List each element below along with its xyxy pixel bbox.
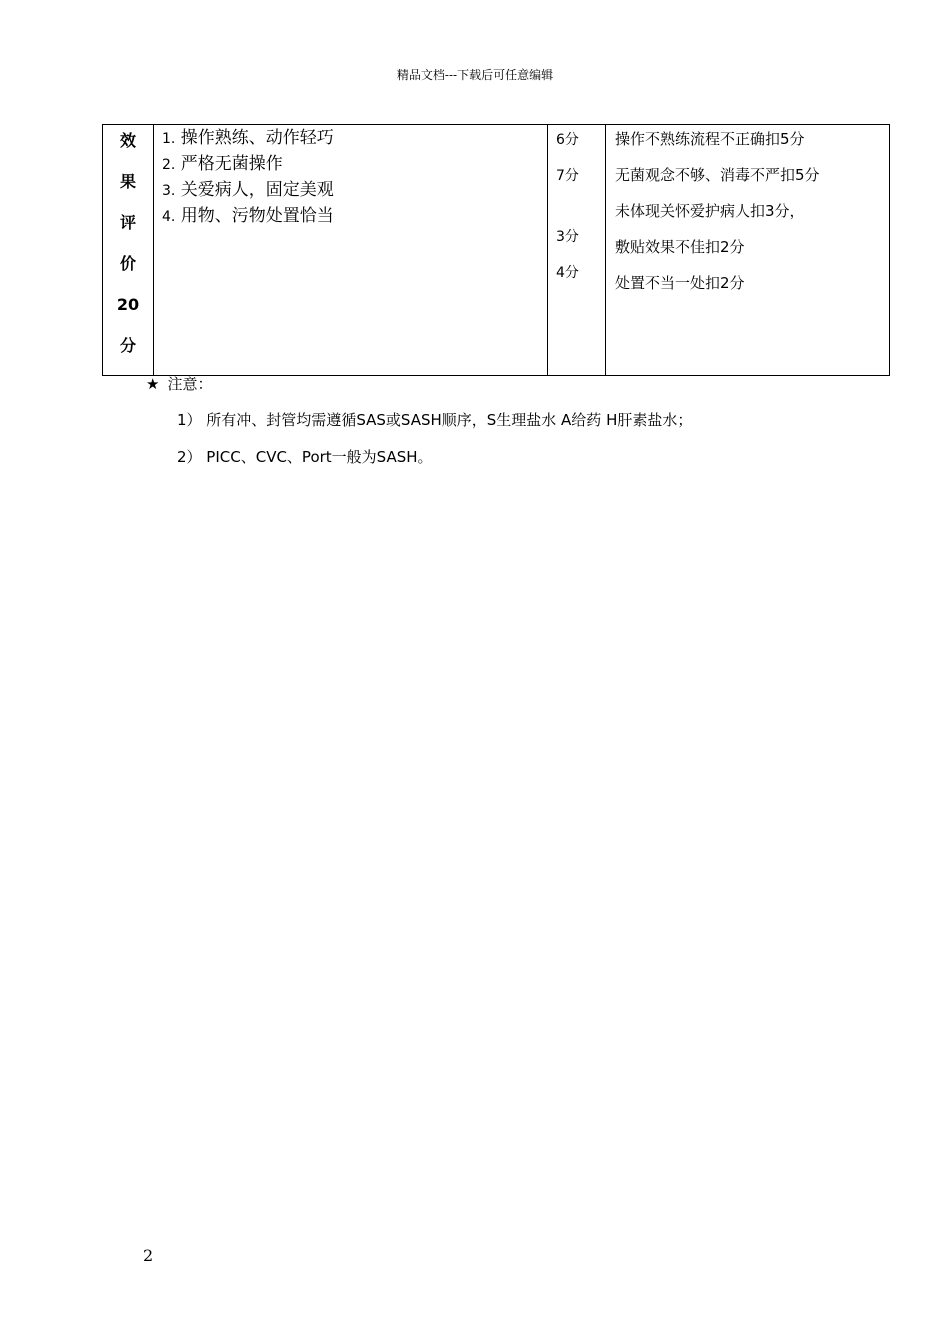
- deduction-text: 未体现关怀爱护病人扣3分，: [615, 202, 805, 220]
- category-char: 分: [119, 336, 136, 355]
- star-icon: ★: [146, 375, 160, 393]
- deduction-text: 处置不当一处扣2分: [615, 274, 745, 292]
- note-line: 1） 所有冲、封管均需遵循SAS或SASH顺序，S生理盐水 A给药 H肝素盐水；: [177, 411, 693, 429]
- deduction-text: 操作不熟练流程不正确扣5分: [615, 130, 805, 148]
- page-number: 2: [143, 1246, 154, 1265]
- note-title: ★ 注意：: [146, 375, 213, 393]
- list-item: 4. 用物、污物处置恰当: [162, 206, 334, 226]
- category-cell: [103, 125, 154, 376]
- list-item: 1. 操作熟练、动作轻巧: [162, 128, 334, 148]
- score-value: 4分: [556, 265, 579, 281]
- list-item: 3. 关爱病人，固定美观: [162, 180, 334, 200]
- deduction-cell: [606, 125, 890, 376]
- deduction-text: 无菌观念不够、消毒不严扣5分: [615, 166, 820, 184]
- category-char: 果: [119, 172, 136, 191]
- table-row: [103, 125, 890, 376]
- category-char: 20: [116, 295, 140, 314]
- page-header: 精品文档---下载后可任意编辑: [396, 68, 554, 82]
- deduction-text: 敷贴效果不佳扣2分: [615, 238, 745, 256]
- items-cell: [154, 125, 548, 376]
- category-char: 评: [119, 213, 136, 232]
- evaluation-table: [102, 124, 890, 376]
- score-value: 7分: [556, 168, 579, 184]
- category-char: 效: [119, 131, 136, 150]
- list-item: 2. 严格无菌操作: [162, 154, 283, 174]
- category-char: 价: [119, 254, 136, 273]
- score-cell: [548, 125, 606, 376]
- score-value: 3分: [556, 229, 579, 245]
- score-value: 6分: [556, 132, 579, 148]
- note-line: 2） PICC、CVC、Port一般为SASH。: [177, 448, 433, 466]
